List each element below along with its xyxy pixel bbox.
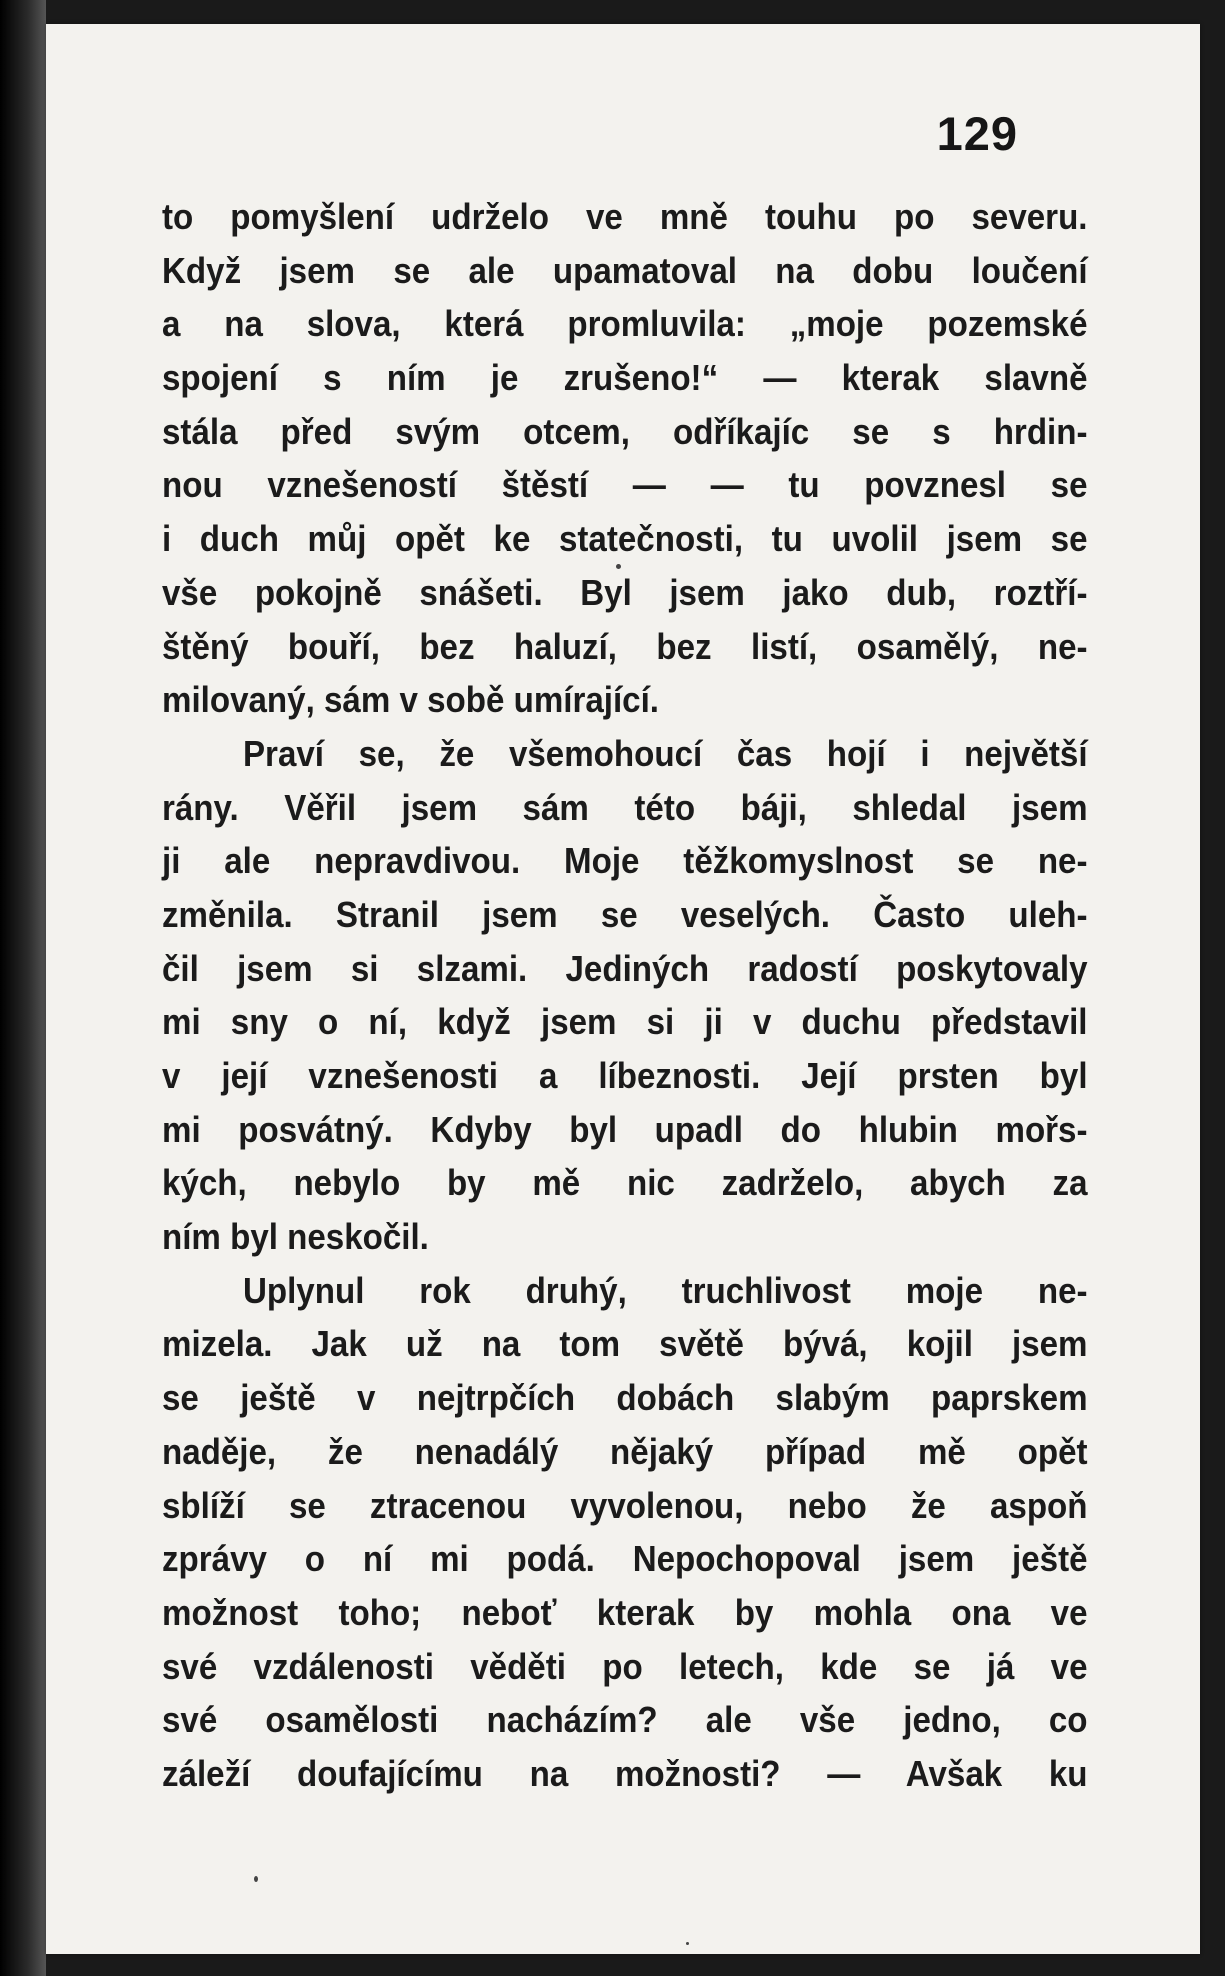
text-line: sblíží se ztracenou vyvolenou, nebo že aspoň [162, 1484, 1088, 1526]
text-line: Uplynul rok druhý, truchlivost moje ne- [242, 1269, 1088, 1311]
text-line: i duch můj opět ke statečnosti, tu uvolil jsem se [162, 518, 1088, 560]
text-line: spojení s ním je zrušeno!“ — kterak slavně [162, 357, 1088, 399]
text-line: v její vznešenosti a líbeznosti. Její prsten byl [162, 1055, 1088, 1096]
book-page [46, 24, 1200, 1954]
text-line: mi posvátný. Kdyby byl upadl do hlubin mořs- [162, 1108, 1088, 1150]
text-line: Praví se, že všemohoucí čas hojí i největší [242, 732, 1088, 774]
book-binding-shadow [0, 0, 46, 1976]
text-line: své vzdálenosti věděti po letech, kde se já ve [162, 1645, 1088, 1687]
text-line: nou vznešeností štěstí — — tu povznesl se [162, 464, 1088, 506]
text-line: změnila. Stranil jsem se veselých. Často uleh- [162, 893, 1088, 935]
text-line: rány. Věřil jsem sám této báji, shledal jsem [162, 786, 1088, 828]
text-line: čil jsem si slzami. Jediných radostí poskytovaly [162, 947, 1088, 989]
text-line: ním byl neskočil. [162, 1216, 429, 1258]
text-line: mizela. Jak už na tom světě bývá, kojil jsem [162, 1323, 1088, 1365]
text-line: milovaný, sám v sobě umírající. [162, 679, 660, 721]
text-line: své osamělosti nacházím? ale vše jedno, co [162, 1699, 1088, 1741]
text-line: kých, nebylo by mě nic zadrželo, abych za [162, 1162, 1088, 1204]
text-line: to pomyšlení udrželo ve mně touhu po severu. [162, 196, 1088, 237]
text-line: stála před svým otcem, odříkajíc se s hrdin- [162, 410, 1088, 452]
text-line: ji ale nepravdivou. Moje těžkomyslnost se ne- [162, 840, 1088, 882]
text-line: vše pokojně snášeti. Byl jsem jako dub, roztří- [162, 571, 1088, 613]
text-line: záleží doufajícímu na možnosti? — Avšak ku [162, 1752, 1088, 1794]
paper-speck [686, 1942, 689, 1945]
text-line: naděje, že nenadálý nějaký případ mě opět [162, 1430, 1088, 1472]
text-line: možnost toho; neboť kterak by mohla ona ve [162, 1591, 1088, 1633]
text-line: a na slova, která promluvila: „moje pozemské [162, 303, 1088, 345]
body-text [162, 190, 1088, 1801]
page-number: 129 [936, 107, 1018, 160]
text-line: mi sny o ní, když jsem si ji v duchu představil [162, 1001, 1088, 1043]
paper-speck [254, 1876, 258, 1882]
text-line: zprávy o ní mi podá. Nepochopoval jsem ještě [162, 1538, 1088, 1580]
text-line: se ještě v nejtrpčích dobách slabým paprskem [162, 1377, 1088, 1419]
text-line: štěný bouří, bez haluzí, bez listí, osamělý, ne- [162, 625, 1088, 667]
text-line: Když jsem se ale upamatoval na dobu loučení [162, 249, 1088, 291]
